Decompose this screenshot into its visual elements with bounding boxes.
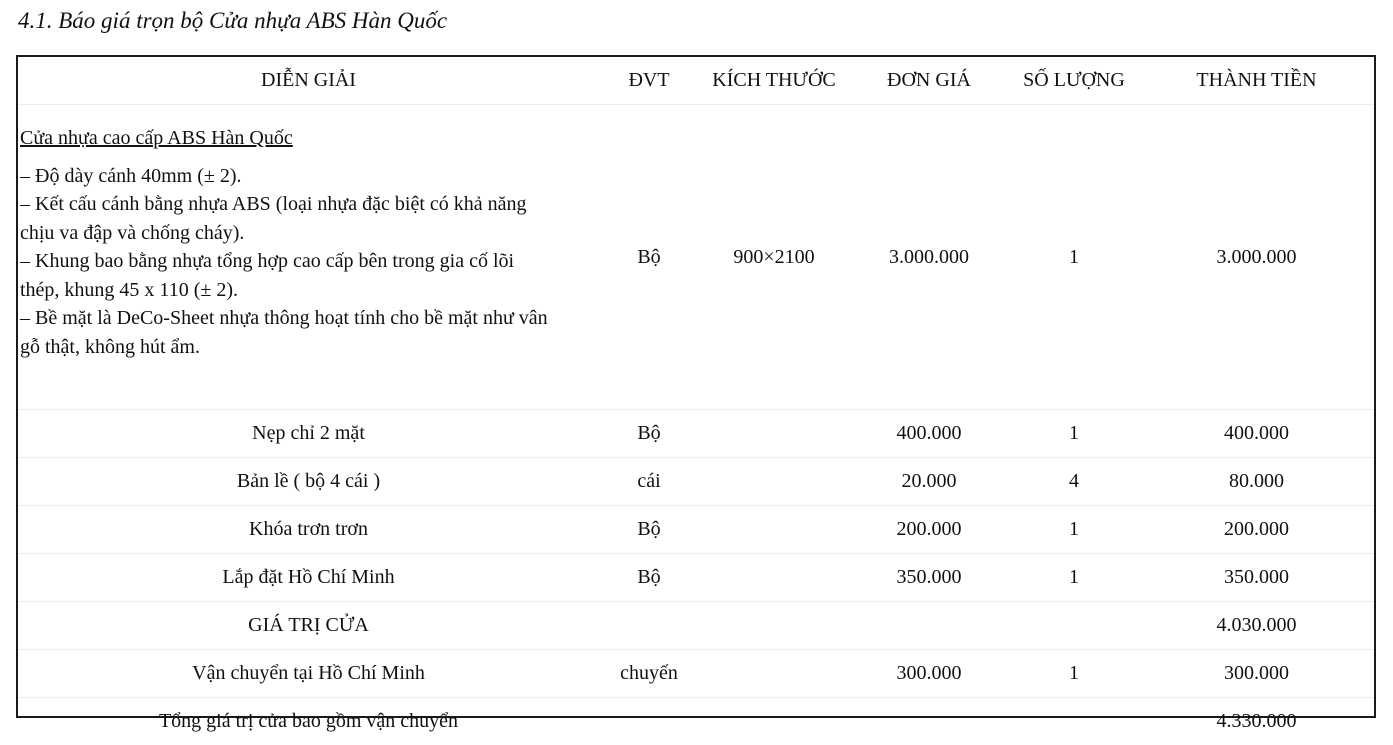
header-size: KÍCH THƯỚC [699, 57, 849, 105]
row-qty: 1 [1009, 650, 1139, 698]
row-price: 350.000 [849, 554, 1009, 602]
row-total: 350.000 [1139, 554, 1374, 602]
row-description: GIÁ TRỊ CỬA [18, 602, 599, 650]
header-unit: ĐVT [599, 57, 699, 105]
row-size [699, 554, 849, 602]
table-row [18, 458, 1374, 506]
row-size [699, 506, 849, 554]
row-size [699, 458, 849, 506]
row-unit [599, 698, 699, 745]
product-spec-line: – Bề mặt là DeCo-Sheet nhựa thông hoạt tính cho bề mặt như vân [20, 304, 599, 333]
product-price: 3.000.000 [849, 105, 1009, 410]
product-spec-list [20, 162, 599, 362]
section-heading: 4.1. Báo giá trọn bộ Cửa nhựa ABS Hàn Quốc [18, 6, 447, 36]
product-description-cell [18, 105, 599, 410]
header-description: DIỄN GIẢI [18, 57, 599, 105]
product-title: Cửa nhựa cao cấp ABS Hàn Quốc [20, 127, 293, 149]
product-total: 3.000.000 [1139, 105, 1374, 410]
price-table [16, 55, 1376, 718]
row-price: 200.000 [849, 506, 1009, 554]
row-description: Bản lề ( bộ 4 cái ) [18, 458, 599, 506]
row-qty: 1 [1009, 554, 1139, 602]
row-price: 400.000 [849, 410, 1009, 458]
row-total: 300.000 [1139, 650, 1374, 698]
product-spec-line: – Kết cấu cánh bằng nhựa ABS (loại nhựa đặc biệt có khả năng [20, 190, 599, 219]
row-unit [599, 602, 699, 650]
row-qty [1009, 602, 1139, 650]
row-price [849, 602, 1009, 650]
row-unit: Bộ [599, 410, 699, 458]
product-spec-line: thép, khung 45 x 110 (± 2). [20, 276, 599, 305]
table-row [18, 554, 1374, 602]
header-total: THÀNH TIỀN [1139, 57, 1374, 105]
row-unit: chuyến [599, 650, 699, 698]
table-row-grand-total [18, 698, 1374, 745]
price-table-grid [18, 57, 1374, 745]
row-total: 400.000 [1139, 410, 1374, 458]
row-size [699, 650, 849, 698]
row-description: Nẹp chỉ 2 mặt [18, 410, 599, 458]
table-row [18, 650, 1374, 698]
product-spec-line: – Khung bao bằng nhựa tổng hợp cao cấp bên trong gia cố lõi [20, 247, 599, 276]
table-row-door-subtotal [18, 602, 1374, 650]
row-size [699, 602, 849, 650]
row-description: Lắp đặt Hồ Chí Minh [18, 554, 599, 602]
row-size [699, 698, 849, 745]
row-unit: Bộ [599, 506, 699, 554]
product-spec-line: gỗ thật, không hút ẩm. [20, 333, 599, 362]
row-description: Vận chuyển tại Hồ Chí Minh [18, 650, 599, 698]
table-row [18, 506, 1374, 554]
row-total: 80.000 [1139, 458, 1374, 506]
row-total: 4.330.000 [1139, 698, 1374, 745]
product-unit: Bộ [599, 105, 699, 410]
row-qty [1009, 698, 1139, 745]
row-total: 4.030.000 [1139, 602, 1374, 650]
row-qty: 4 [1009, 458, 1139, 506]
row-description: Khóa trơn trơn [18, 506, 599, 554]
row-size [699, 410, 849, 458]
product-spec-line: chịu va đập và chống cháy). [20, 219, 599, 248]
table-header-row [18, 57, 1374, 105]
row-price: 20.000 [849, 458, 1009, 506]
product-qty: 1 [1009, 105, 1139, 410]
row-unit: Bộ [599, 554, 699, 602]
table-row-product [18, 105, 1374, 410]
table-row [18, 410, 1374, 458]
row-qty: 1 [1009, 506, 1139, 554]
row-qty: 1 [1009, 410, 1139, 458]
product-size: 900×2100 [699, 105, 849, 410]
row-unit: cái [599, 458, 699, 506]
product-spec-line: – Độ dày cánh 40mm (± 2). [20, 162, 599, 191]
row-total: 200.000 [1139, 506, 1374, 554]
header-quantity: SỐ LƯỢNG [1009, 57, 1139, 105]
row-description: Tổng giá trị cửa bao gồm vận chuyển [18, 698, 599, 745]
row-price [849, 698, 1009, 745]
header-unit-price: ĐƠN GIÁ [849, 57, 1009, 105]
row-price: 300.000 [849, 650, 1009, 698]
